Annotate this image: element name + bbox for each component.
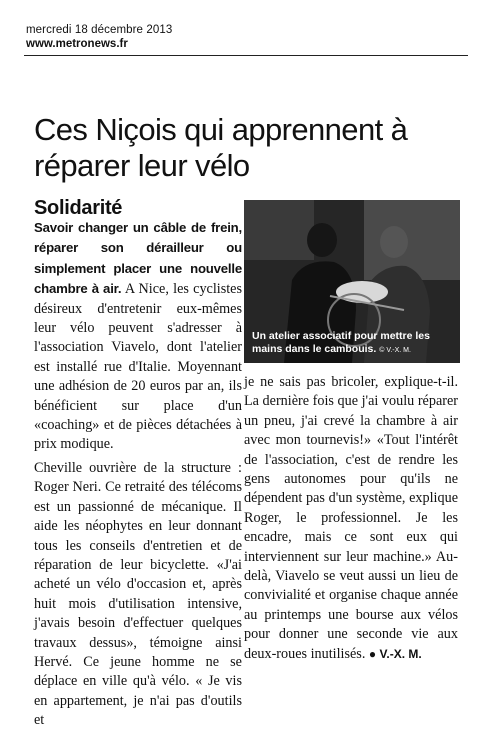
header-rule (24, 55, 468, 56)
photo-caption-text: Un atelier associatif pour mettre les mains dans le cambouis. (252, 330, 430, 355)
photo-caption (252, 330, 457, 357)
publication-date: mercredi 18 décembre 2013 (26, 24, 173, 36)
article-paragraph-1 (34, 218, 242, 455)
article-lede: Savoir changer un câble de frein, réparer son dérailleur ou simplement placer une nouvelle chambre à air. (34, 220, 242, 297)
article-column-2 (244, 373, 458, 664)
article-paragraph-2: Cheville ouvrière de la structure : Roger Neri. Ce retraité des télécoms est un passionné de mécanique. Il aide les néophytes en leur donnant tous les conseils d'entretien et de réparation de leur bicyclette. «J'ai acheté un vélo d'occasion et, après huit mois d'utilisation intensive, j'avais besoin d'effectuer quelques travaux dessus», témoigne ainsi Hervé. Ce jeune homme ne se déplace en ville qu'à vélo. « Je vis en appartement, je n'ai pas d'outils et (34, 459, 242, 729)
site-url: www.metronews.fr (26, 38, 128, 50)
article-paragraph-1-text: A Nice, les cyclistes désireux d'entretenir eux-mêmes leur vélo peuvent s'adresser à l'association Viavelo, dont l'atelier est installé rue d'Italie. Moyennant une adhésion de 20 euros par an, ils bénéficient sur place d'un «coaching» et de pièces détachées à prix modique. (34, 281, 242, 453)
article-signature: ● V.-X. M. (368, 646, 422, 661)
article-title: Ces Niçois qui apprennent à réparer leur vélo (34, 112, 408, 183)
photo-credit: © V.-X. M. (379, 346, 411, 354)
article-paragraph-3-text: je ne sais pas bricoler, explique-t-il. La dernière fois que j'ai voulu réparer un pneu, j'ai crevé la chambre à air avec mon tournevis!» «Tout l'intérêt de l'association, c'est de rendre les gens autonomes pour qu'ils ne dépendent pas d'un système, explique Roger, le professionnel. Je les encadre, mais ce sont eux qui interviennent sur leur machine.» Au-delà, Viavelo se veut aussi un lieu de convivialité et organise chaque année au printemps une bourse aux vélos pour donner une seconde vie aux deux-roues inutilisés. (244, 374, 458, 662)
article-kicker: Solidarité (34, 197, 123, 219)
article-paragraph-3 (244, 373, 458, 664)
article-photo (244, 200, 460, 363)
article-column-1 (34, 218, 242, 731)
